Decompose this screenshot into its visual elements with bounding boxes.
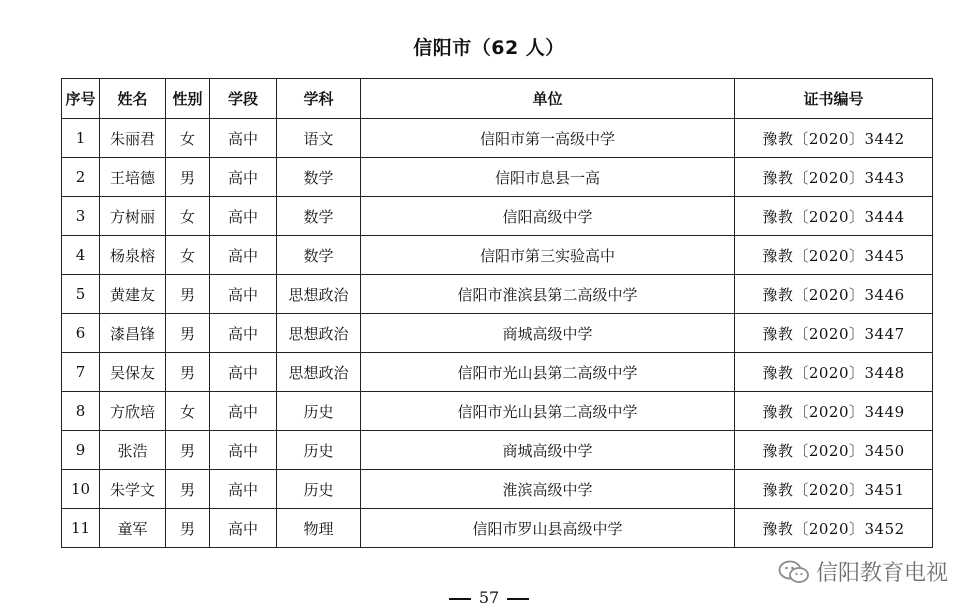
header-name: 姓名	[100, 79, 166, 119]
cell-certificate: 豫教〔2020〕3445	[735, 236, 933, 275]
cell-subject: 思想政治	[277, 314, 361, 353]
cell-name: 张浩	[100, 431, 166, 470]
cell-certificate: 豫教〔2020〕3446	[735, 275, 933, 314]
table-row	[62, 392, 933, 431]
cell-gender: 男	[166, 470, 210, 509]
header-gender: 性别	[166, 79, 210, 119]
cell-certificate: 豫教〔2020〕3447	[735, 314, 933, 353]
cell-subject: 思想政治	[277, 275, 361, 314]
cell-index: 7	[62, 353, 100, 392]
table-body	[62, 119, 933, 548]
cell-index: 11	[62, 509, 100, 548]
cell-index: 4	[62, 236, 100, 275]
cell-name: 方树丽	[100, 197, 166, 236]
cell-unit: 信阳高级中学	[361, 197, 735, 236]
cell-certificate: 豫教〔2020〕3444	[735, 197, 933, 236]
cell-name: 朱学文	[100, 470, 166, 509]
cell-stage: 高中	[210, 236, 277, 275]
cell-index: 6	[62, 314, 100, 353]
header-index: 序号	[62, 79, 100, 119]
header-certificate: 证书编号	[735, 79, 933, 119]
footer-dash-left	[449, 598, 471, 600]
roster-table	[61, 78, 933, 548]
cell-subject: 语文	[277, 119, 361, 158]
table-row	[62, 470, 933, 509]
cell-index: 10	[62, 470, 100, 509]
cell-name: 黄建友	[100, 275, 166, 314]
table-header-row	[62, 79, 933, 119]
cell-gender: 女	[166, 119, 210, 158]
cell-unit: 信阳市息县一高	[361, 158, 735, 197]
cell-stage: 高中	[210, 314, 277, 353]
cell-name: 漆昌锋	[100, 314, 166, 353]
cell-name: 吴保友	[100, 353, 166, 392]
page-number: 57	[478, 588, 500, 607]
header-unit: 单位	[361, 79, 735, 119]
table-row	[62, 197, 933, 236]
cell-subject: 数学	[277, 236, 361, 275]
cell-subject: 思想政治	[277, 353, 361, 392]
cell-gender: 男	[166, 275, 210, 314]
cell-gender: 女	[166, 392, 210, 431]
cell-certificate: 豫教〔2020〕3443	[735, 158, 933, 197]
wechat-icon	[778, 559, 810, 585]
table-row	[62, 509, 933, 548]
cell-stage: 高中	[210, 392, 277, 431]
cell-subject: 历史	[277, 431, 361, 470]
cell-name: 方欣培	[100, 392, 166, 431]
cell-index: 1	[62, 119, 100, 158]
page-footer	[0, 588, 978, 607]
cell-index: 3	[62, 197, 100, 236]
cell-certificate: 豫教〔2020〕3442	[735, 119, 933, 158]
cell-gender: 男	[166, 431, 210, 470]
cell-index: 9	[62, 431, 100, 470]
header-subject: 学科	[277, 79, 361, 119]
cell-name: 王培德	[100, 158, 166, 197]
table-row	[62, 236, 933, 275]
cell-subject: 数学	[277, 197, 361, 236]
cell-certificate: 豫教〔2020〕3451	[735, 470, 933, 509]
cell-unit: 商城高级中学	[361, 314, 735, 353]
table-row	[62, 431, 933, 470]
table-row	[62, 119, 933, 158]
cell-unit: 信阳市第三实验高中	[361, 236, 735, 275]
table-row	[62, 275, 933, 314]
cell-stage: 高中	[210, 158, 277, 197]
cell-subject: 物理	[277, 509, 361, 548]
cell-stage: 高中	[210, 119, 277, 158]
cell-stage: 高中	[210, 431, 277, 470]
cell-stage: 高中	[210, 275, 277, 314]
table-row	[62, 314, 933, 353]
cell-gender: 男	[166, 509, 210, 548]
table-row	[62, 353, 933, 392]
cell-unit: 信阳市淮滨县第二高级中学	[361, 275, 735, 314]
cell-subject: 数学	[277, 158, 361, 197]
cell-stage: 高中	[210, 197, 277, 236]
cell-gender: 女	[166, 236, 210, 275]
cell-index: 5	[62, 275, 100, 314]
cell-gender: 女	[166, 197, 210, 236]
cell-index: 8	[62, 392, 100, 431]
cell-gender: 男	[166, 314, 210, 353]
cell-unit: 信阳市罗山县高级中学	[361, 509, 735, 548]
cell-name: 杨泉榕	[100, 236, 166, 275]
cell-unit: 信阳市第一高级中学	[361, 119, 735, 158]
footer-dash-right	[507, 598, 529, 600]
cell-stage: 高中	[210, 509, 277, 548]
cell-certificate: 豫教〔2020〕3448	[735, 353, 933, 392]
cell-index: 2	[62, 158, 100, 197]
cell-stage: 高中	[210, 353, 277, 392]
page-title: 信阳市（62 人）	[413, 37, 565, 59]
cell-certificate: 豫教〔2020〕3449	[735, 392, 933, 431]
cell-unit: 信阳市光山县第二高级中学	[361, 353, 735, 392]
cell-name: 童军	[100, 509, 166, 548]
cell-subject: 历史	[277, 470, 361, 509]
cell-name: 朱丽君	[100, 119, 166, 158]
cell-gender: 男	[166, 353, 210, 392]
cell-certificate: 豫教〔2020〕3450	[735, 431, 933, 470]
watermark	[778, 556, 948, 587]
cell-certificate: 豫教〔2020〕3452	[735, 509, 933, 548]
watermark-text: 信阳教育电视	[815, 561, 948, 586]
cell-unit: 商城高级中学	[361, 431, 735, 470]
table-row	[62, 158, 933, 197]
cell-subject: 历史	[277, 392, 361, 431]
cell-unit: 信阳市光山县第二高级中学	[361, 392, 735, 431]
cell-stage: 高中	[210, 470, 277, 509]
cell-unit: 淮滨高级中学	[361, 470, 735, 509]
cell-gender: 男	[166, 158, 210, 197]
header-stage: 学段	[210, 79, 277, 119]
